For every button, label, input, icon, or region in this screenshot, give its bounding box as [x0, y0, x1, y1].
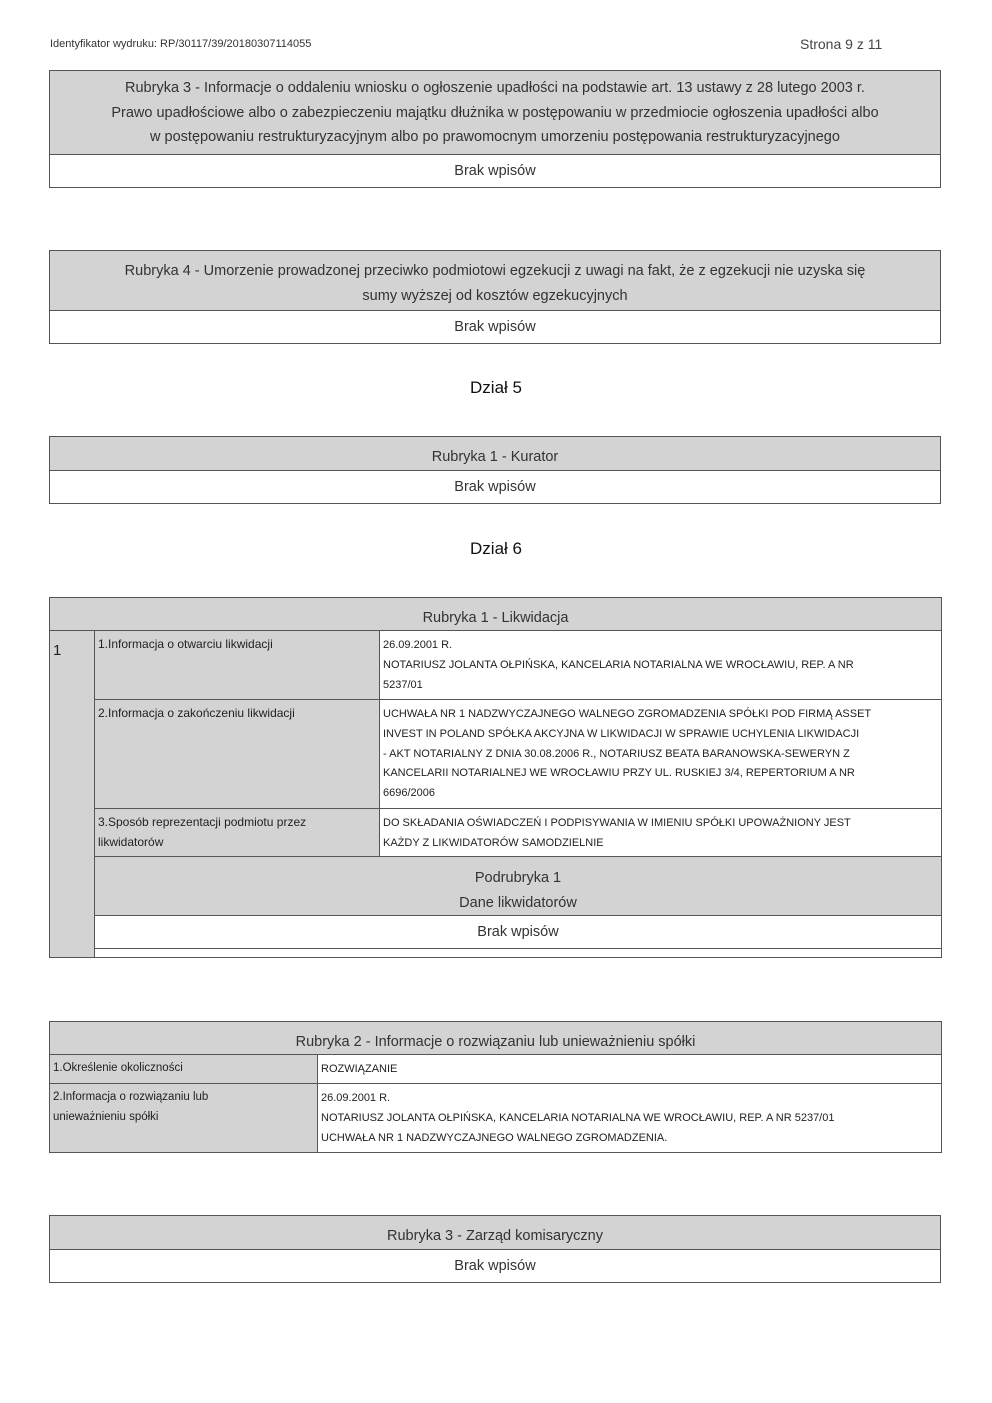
row-spacer [94, 948, 942, 958]
subsection-title [94, 856, 942, 916]
field-label [49, 1083, 318, 1153]
title-line: w postępowaniu restrukturyzacyjnym albo po prawomocnym umorzeniu postępowania restrukturyzacyjnego [150, 129, 840, 145]
value-line: 26.09.2001 R. [383, 639, 453, 651]
title-line: Rubryka 3 - Informacje o oddaleniu wniosku o ogłoszenie upadłości na podstawie art. 13 ustawy z 28 lutego 2003 r. [125, 80, 865, 96]
label-line: 2.Informacja o rozwiązaniu lub [53, 1091, 209, 1103]
section-rubryka3-upadlosc [49, 70, 941, 188]
value-line: 26.09.2001 R. [321, 1092, 391, 1104]
value-line: KANCELARII NOTARIALNEJ WE WROCŁAWIU PRZY UL. RUSKIEJ 3/4, REPERTORIUM A NR [383, 767, 855, 780]
value-line: NOTARIUSZ JOLANTA OŁPIŃSKA, KANCELARIA NOTARIALNA WE WROCŁAWIU, REP. A NR [383, 658, 854, 671]
page-number: Strona 9 z 11 [800, 36, 883, 52]
value-line: INVEST IN POLAND SPÓŁKA AKCYJNA W LIKWIDACJI W SPRAWIE UCHYLENIA LIKWIDACJI [383, 727, 860, 740]
title-line: Prawo upadłościowe albo o zabezpieczeniu majątku dłużnika w postępowaniu w przedmiocie ogłoszenia upadłości albo [111, 104, 879, 121]
title-line: sumy wyższej od kosztów egzekucyjnych [362, 287, 628, 304]
field-label [94, 808, 380, 857]
label-line: 1.Określenie okoliczności [53, 1062, 183, 1074]
value-line: - AKT NOTARIALNY Z DNIA 30.08.2006 R., NOTARIUSZ BEATA BARANOWSKA-SEWERYN Z [383, 747, 850, 760]
print-identifier: Identyfikator wydruku: RP/30117/39/20180307114055 [50, 38, 312, 50]
dzial6-heading: Dział 6 [470, 539, 522, 558]
section-zarzad-komisaryczny [49, 1215, 941, 1283]
label-line: 2.Informacja o zakończeniu likwidacji [98, 706, 295, 720]
section-rubryka4-egzekucja [49, 250, 941, 344]
label-line: likwidatorów [98, 834, 164, 849]
value-line: UCHWAŁA NR 1 NADZWYCZAJNEGO WALNEGO ZGROMADZENIA. [321, 1131, 668, 1144]
entry-number-column [49, 630, 95, 958]
section-kurator [49, 436, 941, 504]
value-line: KAŻDY Z LIKWIDATORÓW SAMODZIELNIE [383, 836, 604, 849]
empty-entries: Brak wpisów [94, 915, 942, 949]
empty-entries: Brak wpisów [50, 154, 940, 187]
field-label [49, 1054, 318, 1084]
value-line: 6696/2006 [383, 787, 435, 800]
section-title: Rubryka 2 - Informacje o rozwiązaniu lub unieważnieniu spółki [295, 1034, 696, 1050]
field-value [317, 1054, 942, 1084]
field-label [94, 699, 380, 809]
empty-entries: Brak wpisów [50, 310, 940, 343]
label-line: unieważnieniu spółki [53, 1110, 159, 1123]
section-title [50, 71, 940, 154]
section-title: Rubryka 1 - Kurator [50, 437, 940, 470]
subsection-subtitle-line: Dane likwidatorów [459, 894, 577, 911]
section-title: Rubryka 1 - Likwidacja [422, 610, 569, 626]
field-value [379, 699, 942, 809]
value-line: NOTARIUSZ JOLANTA OŁPIŃSKA, KANCELARIA NOTARIALNA WE WROCŁAWIU, REP. A NR 5237/01 [321, 1111, 835, 1124]
value-line: UCHWAŁA NR 1 NADZWYCZAJNEGO WALNEGO ZGROMADZENIA SPÓŁKI POD FIRMĄ ASSET [383, 708, 872, 720]
entry-number: 1 [53, 642, 62, 659]
value-line: 5237/01 [383, 678, 423, 691]
section-title: Rubryka 3 - Zarząd komisaryczny [50, 1216, 940, 1249]
dzial5-heading: Dział 5 [470, 378, 522, 397]
label-line: 3.Sposób reprezentacji podmiotu przez [98, 815, 307, 829]
subsection-title-line: Podrubryka 1 [474, 870, 562, 886]
section-title [50, 251, 940, 310]
value-line: DO SKŁADANIA OŚWIADCZEŃ I PODPISYWANIA W IMIENIU SPÓŁKI UPOWAŻNIONY JEST [383, 817, 851, 829]
field-label [94, 630, 380, 700]
field-value [379, 808, 942, 857]
empty-entries: Brak wpisów [50, 1249, 940, 1282]
title-line: Rubryka 4 - Umorzenie prowadzonej przeciwko podmiotowi egzekucji z uwagi na fakt, że z egzekucji nie uzyska się [124, 263, 866, 279]
field-value [317, 1083, 942, 1153]
value-line: ROZWIĄZANIE [321, 1063, 398, 1075]
field-value [379, 630, 942, 700]
empty-entries: Brak wpisów [50, 470, 940, 503]
label-line: 1.Informacja o otwarciu likwidacji [98, 637, 273, 651]
